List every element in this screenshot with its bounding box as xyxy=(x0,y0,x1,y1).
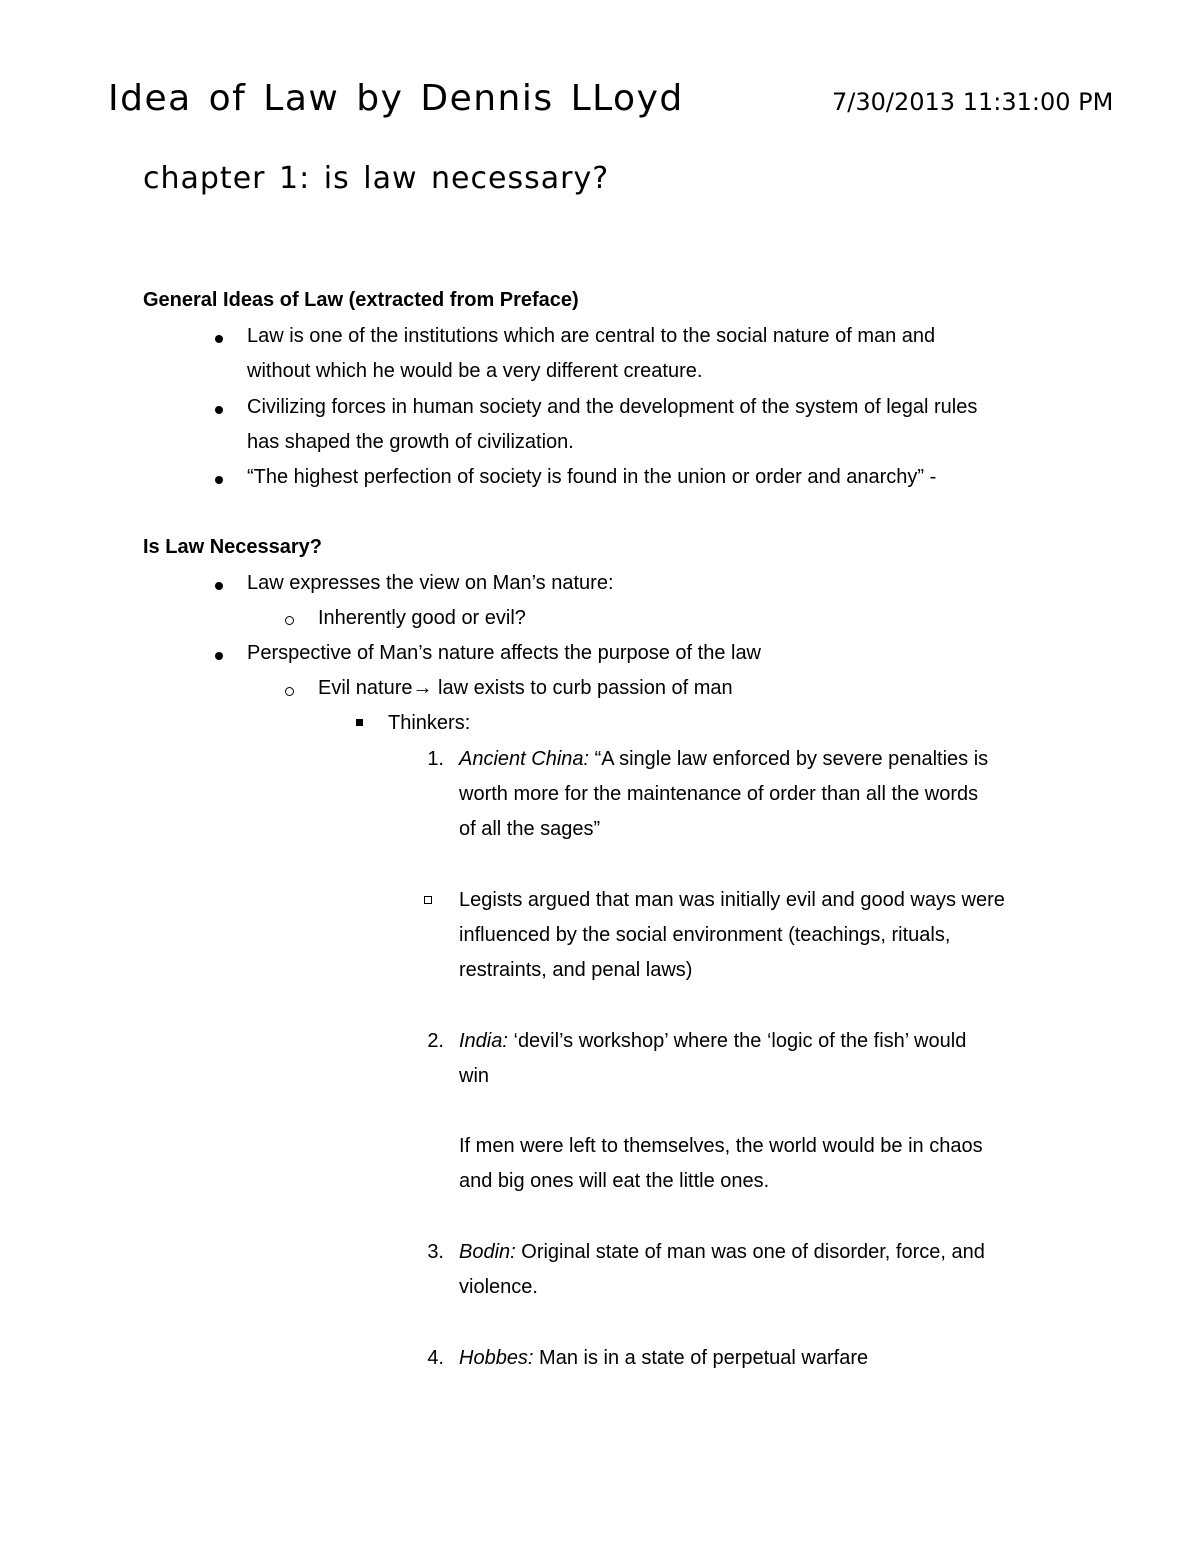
circle-bullet-icon xyxy=(285,687,294,696)
list-item-text: has shaped the growth of civilization. xyxy=(247,431,574,453)
list-number: 4. xyxy=(427,1347,444,1369)
list-item-text-part: “A single law enforced by severe penalties is xyxy=(589,748,989,770)
list-number: 2. xyxy=(427,1030,444,1052)
thinker-name: Hobbes: xyxy=(459,1347,534,1369)
list-item-text: restraints, and penal laws) xyxy=(459,959,693,981)
list-number: 1. xyxy=(427,748,444,770)
list-item-text: Law expresses the view on Man’s nature: xyxy=(247,572,614,594)
list-item-text: violence. xyxy=(459,1276,538,1298)
list-item-text: If men were left to themselves, the world would be in chaos xyxy=(459,1135,983,1157)
list-item-text: Perspective of Man’s nature affects the purpose of the law xyxy=(247,642,762,664)
section-heading-is-law-necessary: Is Law Necessary? xyxy=(143,536,322,558)
thinker-name: Bodin: xyxy=(459,1241,516,1263)
list-item-text: of all the sages” xyxy=(459,818,601,840)
section-heading-general-ideas: General Ideas of Law (extracted from Preface) xyxy=(143,289,579,311)
bullet-icon xyxy=(215,476,223,484)
list-item-text-part: Man is in a state of perpetual warfare xyxy=(533,1347,869,1369)
list-item-text: Law is one of the institutions which are central to the social nature of man and xyxy=(247,325,936,347)
list-item-text: Legists argued that man was initially evil and good ways were xyxy=(459,889,1005,911)
list-item-text-part: law exists to curb passion of man xyxy=(432,677,733,699)
thinker-name: Ancient China: xyxy=(459,748,590,770)
list-item-text xyxy=(459,1341,868,1376)
bullet-icon xyxy=(215,406,223,414)
list-item-text xyxy=(318,671,733,706)
list-item-text: Inherently good or evil? xyxy=(318,607,526,629)
list-item-text xyxy=(459,742,988,777)
list-item-text: Civilizing forces in human society and the development of the system of legal rules xyxy=(247,396,978,418)
list-item-text-part: Evil nature xyxy=(318,677,413,699)
list-item-text: worth more for the maintenance of order than all the words xyxy=(459,783,979,805)
right-arrow-icon: → xyxy=(412,677,433,699)
list-item-text: win xyxy=(459,1065,490,1087)
bullet-icon xyxy=(215,335,223,343)
list-item-text: influenced by the social environment (teachings, rituals, xyxy=(459,924,951,946)
circle-bullet-icon xyxy=(285,616,294,625)
list-item-text: Thinkers: xyxy=(388,712,471,734)
list-item-text: without which he would be a very different creature. xyxy=(247,360,703,382)
bullet-icon xyxy=(215,582,223,590)
page-title: Idea of Law by Dennis LLoyd xyxy=(108,78,684,119)
bullet-icon xyxy=(215,652,223,660)
list-number: 3. xyxy=(427,1241,444,1263)
chapter-title: chapter 1: is law necessary? xyxy=(143,161,610,196)
list-item-text-part: Original state of man was one of disorder, force, and xyxy=(515,1241,985,1263)
list-item-text-part: ‘devil’s workshop’ where the ‘logic of the fish’ would xyxy=(507,1030,967,1052)
list-item-text xyxy=(459,1235,985,1270)
hollow-square-bullet-icon xyxy=(424,896,432,904)
list-item-text: and big ones will eat the little ones. xyxy=(459,1170,770,1192)
timestamp: 7/30/2013 11:31:00 PM xyxy=(832,88,1114,116)
list-item-text: “The highest perfection of society is found in the union or order and anarchy” - xyxy=(247,466,937,488)
square-bullet-icon xyxy=(356,719,363,726)
list-item-text xyxy=(459,1024,966,1059)
thinker-name: India: xyxy=(459,1030,508,1052)
